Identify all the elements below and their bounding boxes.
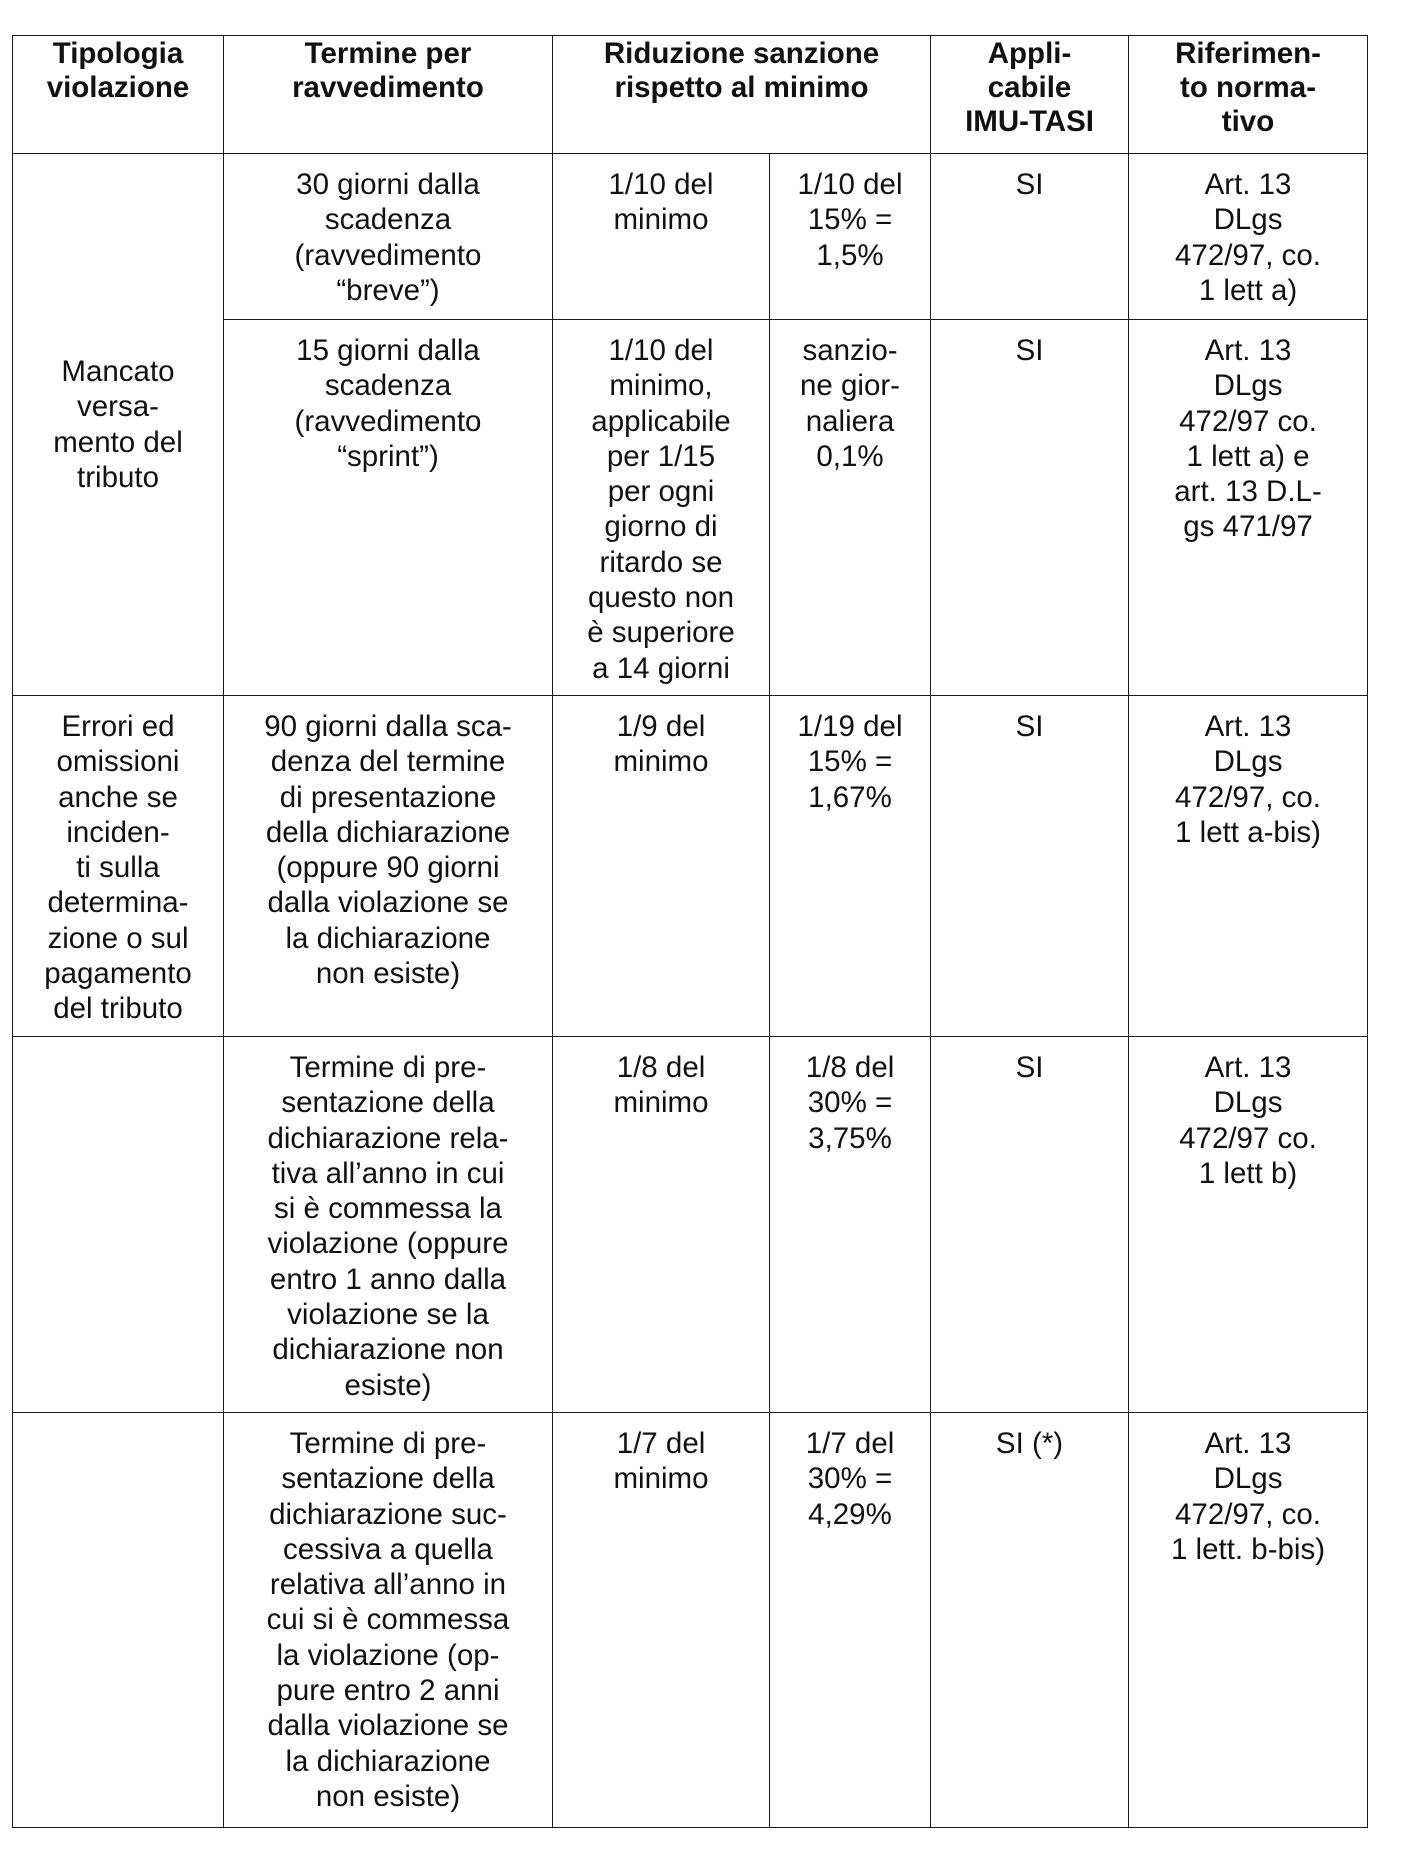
cell-applicabile: SI (*) bbox=[931, 1413, 1129, 1828]
cell-riferimento: Art. 13 DLgs 472/97, co. 1 lett. b-bis) bbox=[1129, 1413, 1368, 1828]
cell-termine: 90 giorni dalla sca- denza del termine di presentazione della dichiarazione (oppure 90 giorni dalla violazione se la dichiarazione non esiste) bbox=[224, 696, 553, 1037]
cell-termine: 15 giorni dalla scadenza (ravvedimento “sprint”) bbox=[224, 320, 553, 696]
cell-tipologia: Mancato versa- mento del tributo bbox=[13, 154, 224, 696]
table-row bbox=[13, 1413, 1368, 1828]
cell-riduzione: 1/8 del minimo bbox=[553, 1037, 770, 1413]
cell-termine: Termine di pre- sentazione della dichiarazione rela- tiva all’anno in cui si è commessa la violazione (oppure entro 1 anno dalla violazione se la dichiarazione non esiste) bbox=[224, 1037, 553, 1413]
cell-riferimento: Art. 13 DLgs 472/97, co. 1 lett a-bis) bbox=[1129, 696, 1368, 1037]
cell-percentuale: 1/7 del 30% = 4,29% bbox=[770, 1413, 931, 1828]
cell-tipologia bbox=[13, 1413, 224, 1828]
cell-tipologia bbox=[13, 1037, 224, 1413]
header-tipologia: Tipologia violazione bbox=[13, 36, 224, 154]
table-header-row bbox=[13, 36, 1368, 154]
cell-percentuale: 1/8 del 30% = 3,75% bbox=[770, 1037, 931, 1413]
cell-applicabile: SI bbox=[931, 154, 1129, 320]
cell-applicabile: SI bbox=[931, 696, 1129, 1037]
cell-percentuale: sanzio- ne gior- naliera 0,1% bbox=[770, 320, 931, 696]
header-termine: Termine per ravvedimento bbox=[224, 36, 553, 154]
table-row bbox=[13, 696, 1368, 1037]
cell-termine: Termine di pre- sentazione della dichiarazione suc- cessiva a quella relativa all’anno in cui si è commessa la violazione (op- pure entro 2 anni dalla violazione se la dichiarazione non esiste) bbox=[224, 1413, 553, 1828]
cell-termine: 30 giorni dalla scadenza (ravvedimento “breve”) bbox=[224, 154, 553, 320]
cell-applicabile: SI bbox=[931, 320, 1129, 696]
cell-applicabile: SI bbox=[931, 1037, 1129, 1413]
cell-riferimento: Art. 13 DLgs 472/97, co. 1 lett a) bbox=[1129, 154, 1368, 320]
cell-percentuale: 1/19 del 15% = 1,67% bbox=[770, 696, 931, 1037]
ravvedimento-table bbox=[12, 35, 1368, 1828]
cell-riduzione: 1/10 del minimo bbox=[553, 154, 770, 320]
header-riferimento: Riferimen- to norma- tivo bbox=[1129, 36, 1368, 154]
table-row bbox=[13, 1037, 1368, 1413]
cell-riduzione: 1/7 del minimo bbox=[553, 1413, 770, 1828]
cell-percentuale: 1/10 del 15% = 1,5% bbox=[770, 154, 931, 320]
cell-riferimento: Art. 13 DLgs 472/97 co. 1 lett a) e art. 13 D.L- gs 471/97 bbox=[1129, 320, 1368, 696]
header-riduzione: Riduzione sanzione rispetto al minimo bbox=[553, 36, 931, 154]
header-applicabile: Appli- cabile IMU-TASI bbox=[931, 36, 1129, 154]
table-row bbox=[13, 154, 1368, 320]
cell-riduzione: 1/10 del minimo, applicabile per 1/15 per ogni giorno di ritardo se questo non è superiore a 14 giorni bbox=[553, 320, 770, 696]
cell-riduzione: 1/9 del minimo bbox=[553, 696, 770, 1037]
cell-tipologia: Errori ed omissioni anche se inciden- ti sulla determina- zione o sul pagamento del tributo bbox=[13, 696, 224, 1037]
cell-riferimento: Art. 13 DLgs 472/97 co. 1 lett b) bbox=[1129, 1037, 1368, 1413]
